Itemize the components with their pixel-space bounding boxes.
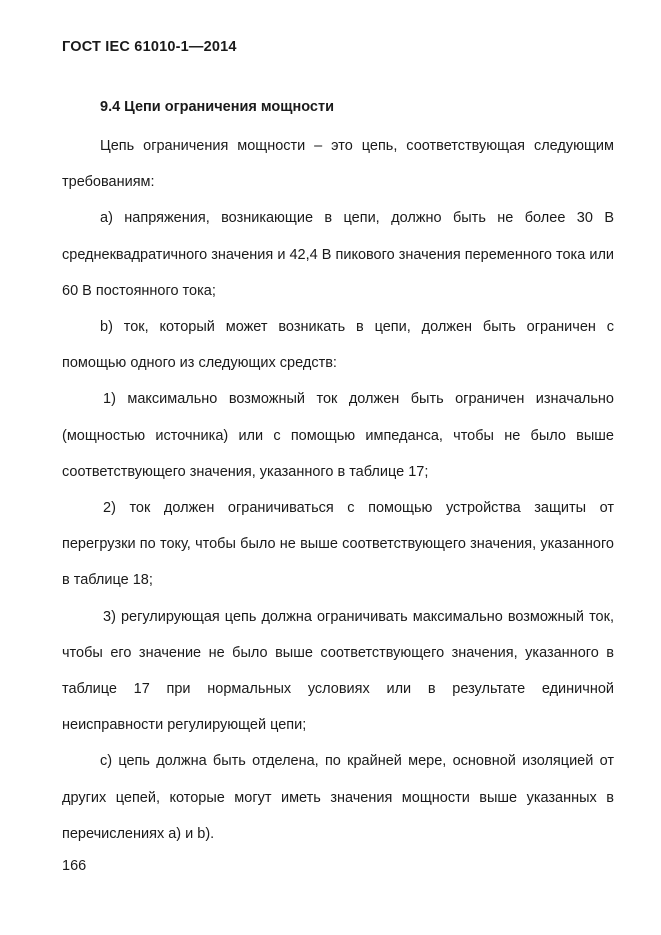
paragraph-subitem-2: 2) ток должен ограничиваться с помощью устройства защиты от перегрузки по току, чтобы было не выше соответствующего значения, указанного в таблице 18;: [62, 500, 614, 589]
paragraph-item-c: с) цепь должна быть отделена, по крайней мере, основной изоляцией от других цепей, которые могут иметь значения мощности выше указанных в перечислениях а) и b).: [62, 753, 614, 842]
paragraph-subitem-1: 1) максимально возможный ток должен быть ограничен изначально (мощностью источника) или с помощью импеданса, чтобы не было выше соответствующего значения, указанного в таблице 17;: [62, 391, 614, 480]
document-code-header: ГОСТ IEC 61010-1—2014: [62, 39, 237, 55]
section-heading: 9.4 Цепи ограничения мощности: [100, 99, 334, 115]
page-number: 166: [62, 858, 87, 874]
paragraph-item-a: а) напряжения, возникающие в цепи, должно быть не более 30 В среднеквадратичного значения и 42,4 В пикового значения переменного тока или 60 В постоянного тока;: [62, 210, 614, 299]
paragraph-intro: Цепь ограничения мощности – это цепь, соответствующая следующим требованиям:: [62, 138, 614, 191]
paragraph-subitem-3: 3) регулирующая цепь должна ограничивать максимально возможный ток, чтобы его значение не было выше соответствующего значения, указанного в таблице 17 при нормальных условиях или в результате единичной неисправности регулирующей цепи;: [62, 608, 614, 734]
paragraph-item-b: b) ток, который может возникать в цепи, должен быть ограничен с помощью одного из следующих средств:: [62, 319, 614, 372]
section-body: [62, 128, 614, 852]
